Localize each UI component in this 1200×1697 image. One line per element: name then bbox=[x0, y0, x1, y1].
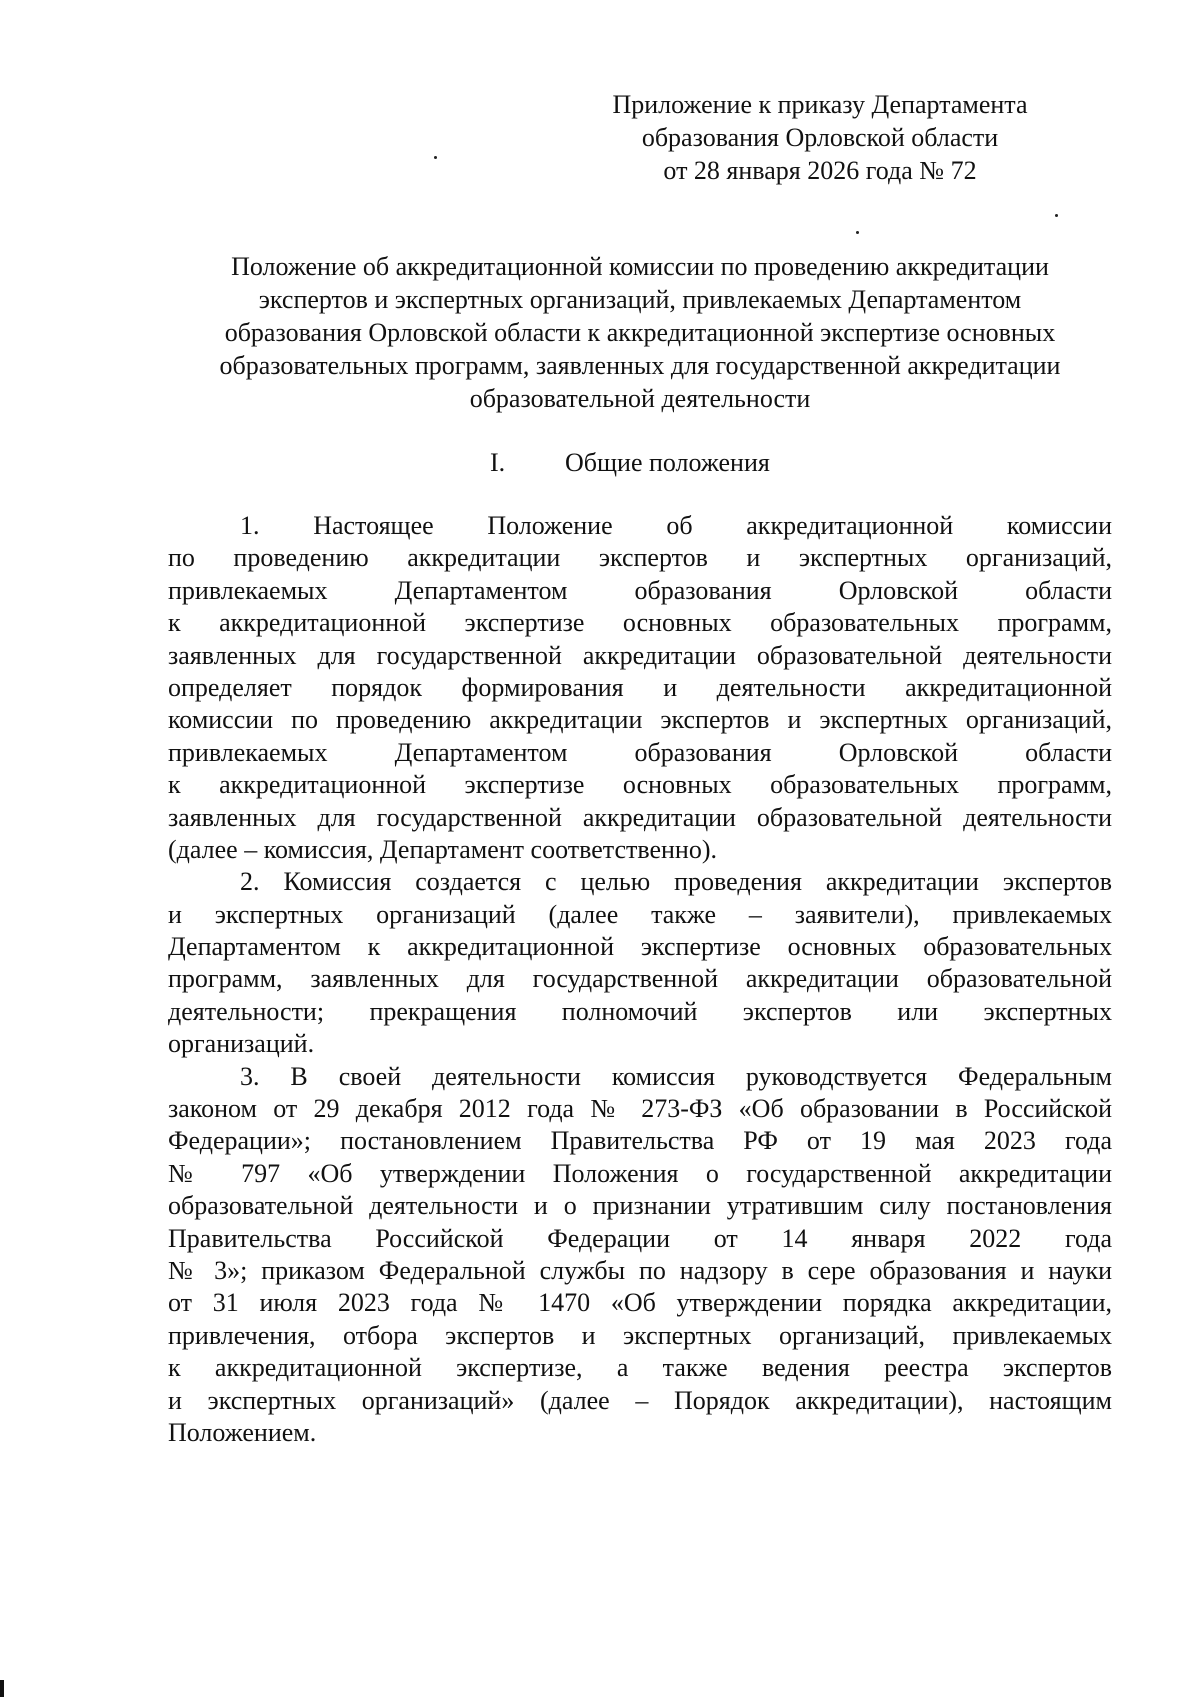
scan-speck bbox=[434, 156, 437, 159]
text-line: Федерации»; постановлением Правительства РФ от 19 мая 2023 года bbox=[168, 1126, 1112, 1156]
appendix-header bbox=[520, 88, 1120, 187]
paragraph-1 bbox=[168, 510, 1112, 866]
text-line: № 797 «Об утверждении Положения о государственной аккредитации bbox=[168, 1158, 1112, 1188]
section-title: Общие положения bbox=[565, 448, 770, 477]
text-line: привлекаемых Департаментом образования Орловской области bbox=[168, 575, 1112, 605]
text-line: (далее – комиссия, Департамент соответственно). bbox=[168, 834, 717, 864]
text-line: Положением. bbox=[168, 1417, 317, 1447]
scan-speck bbox=[856, 231, 859, 234]
text-line: к аккредитационной экспертизе, а также ведения реестра экспертов bbox=[168, 1353, 1112, 1383]
text-line: Правительства Российской Федерации от 14 января 2022 года bbox=[168, 1223, 1112, 1253]
section-number: I. bbox=[490, 448, 506, 477]
text-line: 2. Комиссия создается с целью проведения аккредитации экспертов bbox=[240, 867, 1112, 897]
appendix-line: от 28 января 2026 года № 72 bbox=[663, 156, 977, 185]
title-line: образовательных программ, заявленных для государственной аккредитации bbox=[219, 351, 1061, 380]
scan-edge-mark bbox=[0, 1680, 4, 1697]
appendix-line: Приложение к приказу Департамента bbox=[612, 90, 1028, 119]
text-line: законом от 29 декабря 2012 года № 273-ФЗ «Об образовании в Российской bbox=[168, 1094, 1112, 1124]
text-line: и экспертных организаций» (далее – Порядок аккредитации), настоящим bbox=[168, 1385, 1112, 1415]
text-line: заявленных для государственной аккредитации образовательной деятельности bbox=[168, 640, 1112, 670]
text-line: и экспертных организаций (далее также – заявители), привлекаемых bbox=[168, 899, 1112, 929]
text-line: к аккредитационной экспертизе основных образовательных программ, bbox=[168, 770, 1112, 800]
text-line: по проведению аккредитации экспертов и экспертных организаций, bbox=[168, 543, 1112, 573]
text-line: 3. В своей деятельности комиссия руководствуется Федеральным bbox=[240, 1061, 1112, 1091]
text-line: привлечения, отбора экспертов и экспертных организаций, привлекаемых bbox=[168, 1320, 1112, 1350]
title-line: экспертов и экспертных организаций, привлекаемых Департаментом bbox=[258, 285, 1022, 314]
scan-speck bbox=[1055, 214, 1058, 217]
text-line: № 3»; приказом Федеральной службы по надзору в сере образования и науки bbox=[168, 1255, 1112, 1285]
appendix-line: образования Орловской области bbox=[641, 123, 999, 152]
text-line: привлекаемых Департаментом образования Орловской области bbox=[168, 737, 1112, 767]
document-body bbox=[168, 510, 1112, 1449]
text-line: 1. Настоящее Положение об аккредитационной комиссии bbox=[240, 511, 1112, 540]
paragraph-2 bbox=[168, 866, 1112, 1060]
title-line: Положение об аккредитационной комиссии по проведению аккредитации bbox=[231, 252, 1049, 281]
title-line: образовательной деятельности bbox=[469, 384, 811, 413]
text-line: программ, заявленных для государственной аккредитации образовательной bbox=[168, 964, 1112, 994]
text-line: определяет порядок формирования и деятельности аккредитационной bbox=[168, 672, 1112, 702]
text-line: к аккредитационной экспертизе основных образовательных программ, bbox=[168, 608, 1112, 638]
text-line: Департаментом к аккредитационной экспертизе основных образовательных bbox=[168, 932, 1112, 962]
paragraph-3 bbox=[168, 1061, 1112, 1450]
text-line: от 31 июля 2023 года № 1470 «Об утверждении порядка аккредитации, bbox=[168, 1288, 1112, 1318]
document-title bbox=[168, 250, 1112, 415]
text-line: комиссии по проведению аккредитации экспертов и экспертных организаций, bbox=[168, 705, 1112, 735]
text-line: организаций. bbox=[168, 1029, 315, 1059]
title-line: образования Орловской области к аккредитационной экспертизе основных bbox=[224, 318, 1056, 347]
text-line: образовательной деятельности и о признании утратившим силу постановления bbox=[168, 1191, 1112, 1221]
text-line: заявленных для государственной аккредитации образовательной деятельности bbox=[168, 802, 1112, 832]
text-line: деятельности; прекращения полномочий экспертов или экспертных bbox=[168, 996, 1112, 1026]
